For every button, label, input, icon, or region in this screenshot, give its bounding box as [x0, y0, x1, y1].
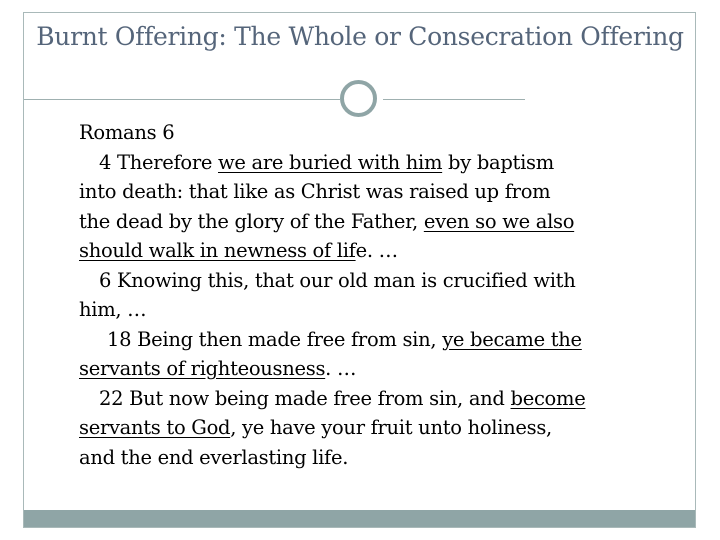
- verse-22-line-3: and the end everlasting life.: [79, 445, 349, 469]
- verse-18-line-1: 18 Being then made free from sin, ye became the: [107, 327, 582, 351]
- title-divider-right: [383, 99, 525, 100]
- passage-reference: Romans 6: [79, 121, 175, 144]
- underlined-phrase: should walk in newness of lif: [79, 239, 356, 262]
- scripture-passage: [79, 118, 639, 472]
- verse-4-line-4: should walk in newness of life. …: [79, 239, 398, 262]
- verse-4-line-3: the dead by the glory of the Father, even so we also: [79, 209, 575, 233]
- verse-4-line-2: into death: that like as Christ was raised up from: [79, 180, 551, 203]
- verse-6-line-1: 6 Knowing this, that our old man is crucified with: [99, 268, 576, 292]
- divider-circle-ornament: [340, 80, 377, 117]
- underlined-phrase: become: [510, 386, 586, 410]
- verse-22-line-2: servants to God, ye have your fruit unto holiness,: [79, 416, 552, 439]
- underlined-phrase: even so we also: [423, 209, 575, 233]
- verse-18-line-2: servants of righteousness. …: [79, 357, 357, 380]
- title-divider-left: [24, 99, 340, 100]
- underlined-phrase: servants to God: [79, 416, 231, 439]
- underlined-phrase: servants of righteousness: [79, 357, 326, 380]
- verse-22-line-1: 22 But now being made free from sin, and become: [99, 386, 586, 410]
- footer-bar: [24, 510, 695, 527]
- underlined-phrase: ye became the: [442, 327, 582, 351]
- underlined-phrase: we are buried with him: [218, 150, 443, 174]
- verse-6-line-2: him, …: [79, 298, 147, 321]
- verse-4-line-1: 4 Therefore we are buried with him by baptism: [99, 150, 554, 174]
- slide-title: Burnt Offering: The Whole or Consecration Offering: [36, 22, 684, 51]
